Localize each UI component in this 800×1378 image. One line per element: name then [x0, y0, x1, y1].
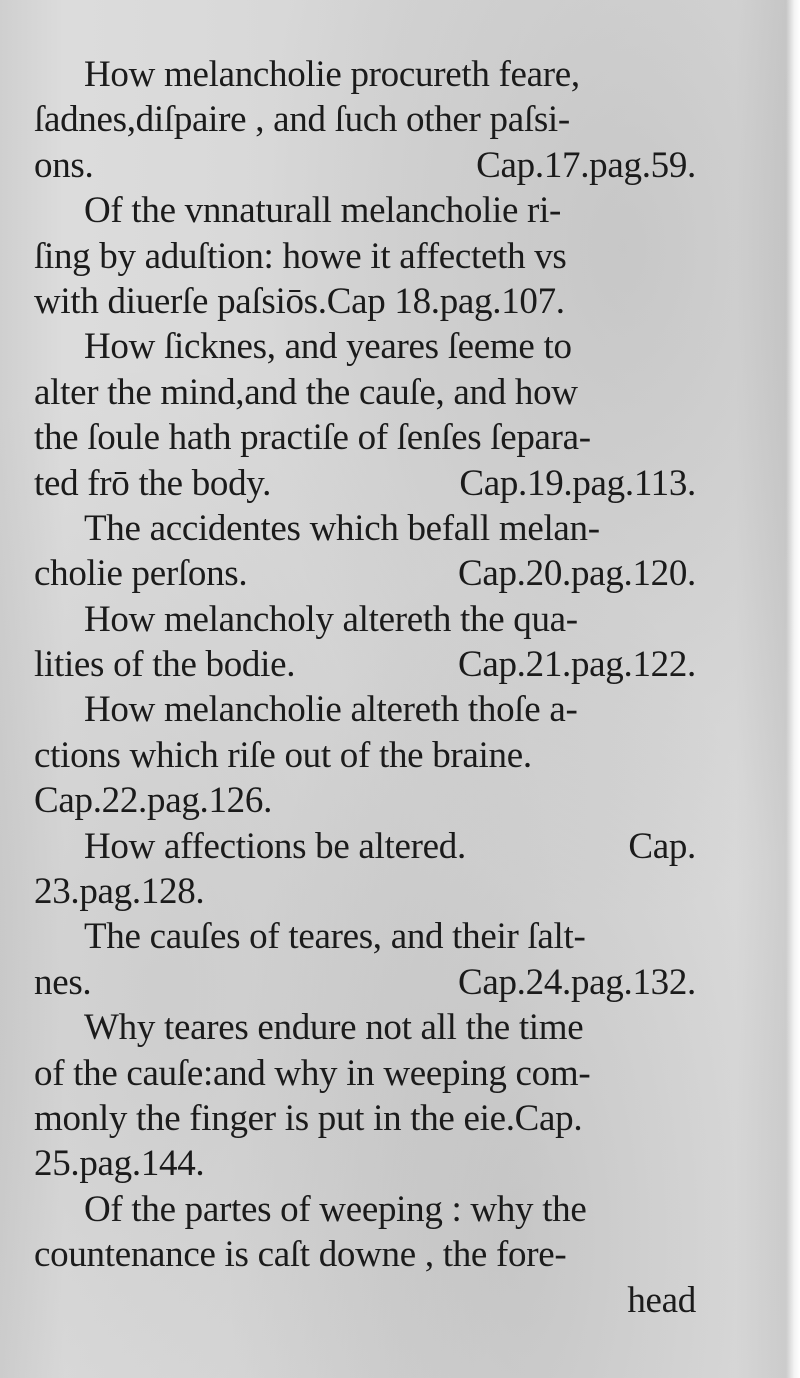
entry-text: alter the mind,and the cauſe, and how [34, 371, 578, 413]
chapter-reference: Cap.17.pag.59. [476, 144, 696, 186]
entry-line [34, 960, 696, 1005]
entry-line [34, 914, 696, 959]
entry-line [34, 1141, 696, 1186]
chapter-reference: Cap.20.pag.120. [457, 553, 696, 595]
entry-line [34, 324, 696, 369]
entry-line [34, 461, 696, 506]
page-edge [786, 0, 800, 1378]
entry-line [34, 370, 696, 415]
entry-text: ctions which riſe out of the braine. [34, 734, 532, 776]
entry-line [34, 597, 696, 642]
entry-line [34, 415, 696, 460]
entry-line [34, 279, 696, 324]
entry-text: countenance is caſt downe , the fore- [34, 1234, 567, 1276]
chapter-reference: 25.pag.144. [34, 1143, 205, 1185]
entry-text: Of the vnnaturall melancholie ri- [84, 190, 562, 232]
entry-text: The accidentes which befall melan- [84, 507, 600, 549]
entry-text: ted frō the body. [34, 462, 272, 504]
entry-text: ons. [34, 144, 94, 186]
table-of-contents [34, 52, 696, 1323]
entry-line [34, 1232, 696, 1277]
entry-text: of the cauſe:and why in weeping com- [34, 1052, 591, 1094]
entry-line [34, 1051, 696, 1096]
chapter-reference: 23.pag.128. [34, 871, 205, 913]
entry-line [34, 642, 696, 687]
entry-line [34, 188, 696, 233]
catchword-text: head [627, 1279, 696, 1321]
entry-line [34, 52, 696, 97]
entry-line [34, 143, 696, 188]
entry-line [34, 1096, 696, 1141]
entry-text: How melancholie procureth feare, [84, 54, 580, 95]
entry-line [34, 506, 696, 551]
entry-line [34, 1005, 696, 1050]
entry-line [34, 778, 696, 823]
entry-text: nes. [34, 961, 92, 1003]
catchword [34, 1278, 696, 1323]
entry-text: ſing by aduſtion: howe it affecteth vs [34, 235, 567, 277]
entry-text: Why teares endure not all the time [84, 1007, 584, 1049]
entry-line [34, 551, 696, 596]
entry-line [34, 733, 696, 778]
entry-text: Of the partes of weeping : why the [84, 1188, 587, 1230]
entry-text: the ſoule hath practiſe of ſenſes ſepara- [34, 417, 591, 459]
entry-line [34, 234, 696, 279]
entry-line [34, 869, 696, 914]
chapter-reference: Cap.21.pag.122. [457, 644, 696, 686]
entry-text: with diuerſe paſsiōs.Cap 18.pag.107. [34, 280, 565, 322]
entry-text: How melancholie altereth thoſe a- [84, 689, 578, 731]
entry-line [34, 687, 696, 732]
entry-line [34, 97, 696, 142]
entry-text: cholie perſons. [34, 553, 248, 595]
entry-text: How ſicknes, and yeares ſeeme to [84, 326, 572, 368]
entry-text: monly the finger is put in the eie.Cap. [34, 1097, 583, 1139]
entry-text: The cauſes of teares, and their ſalt- [84, 916, 586, 958]
entry-text: lities of the bodie. [34, 644, 296, 686]
entry-line [34, 824, 696, 869]
chapter-reference: Cap.22.pag.126. [34, 780, 273, 822]
entry-line [34, 1187, 696, 1232]
entry-text: How affections be altered. [84, 825, 466, 867]
chapter-reference: Cap.24.pag.132. [457, 961, 696, 1003]
chapter-reference: Cap.19.pag.113. [459, 462, 696, 504]
entry-text: ſadnes,diſpaire , and ſuch other paſsi- [34, 99, 570, 141]
chapter-reference: Cap. [628, 825, 696, 867]
entry-text: How melancholy altereth the qua- [84, 598, 578, 640]
